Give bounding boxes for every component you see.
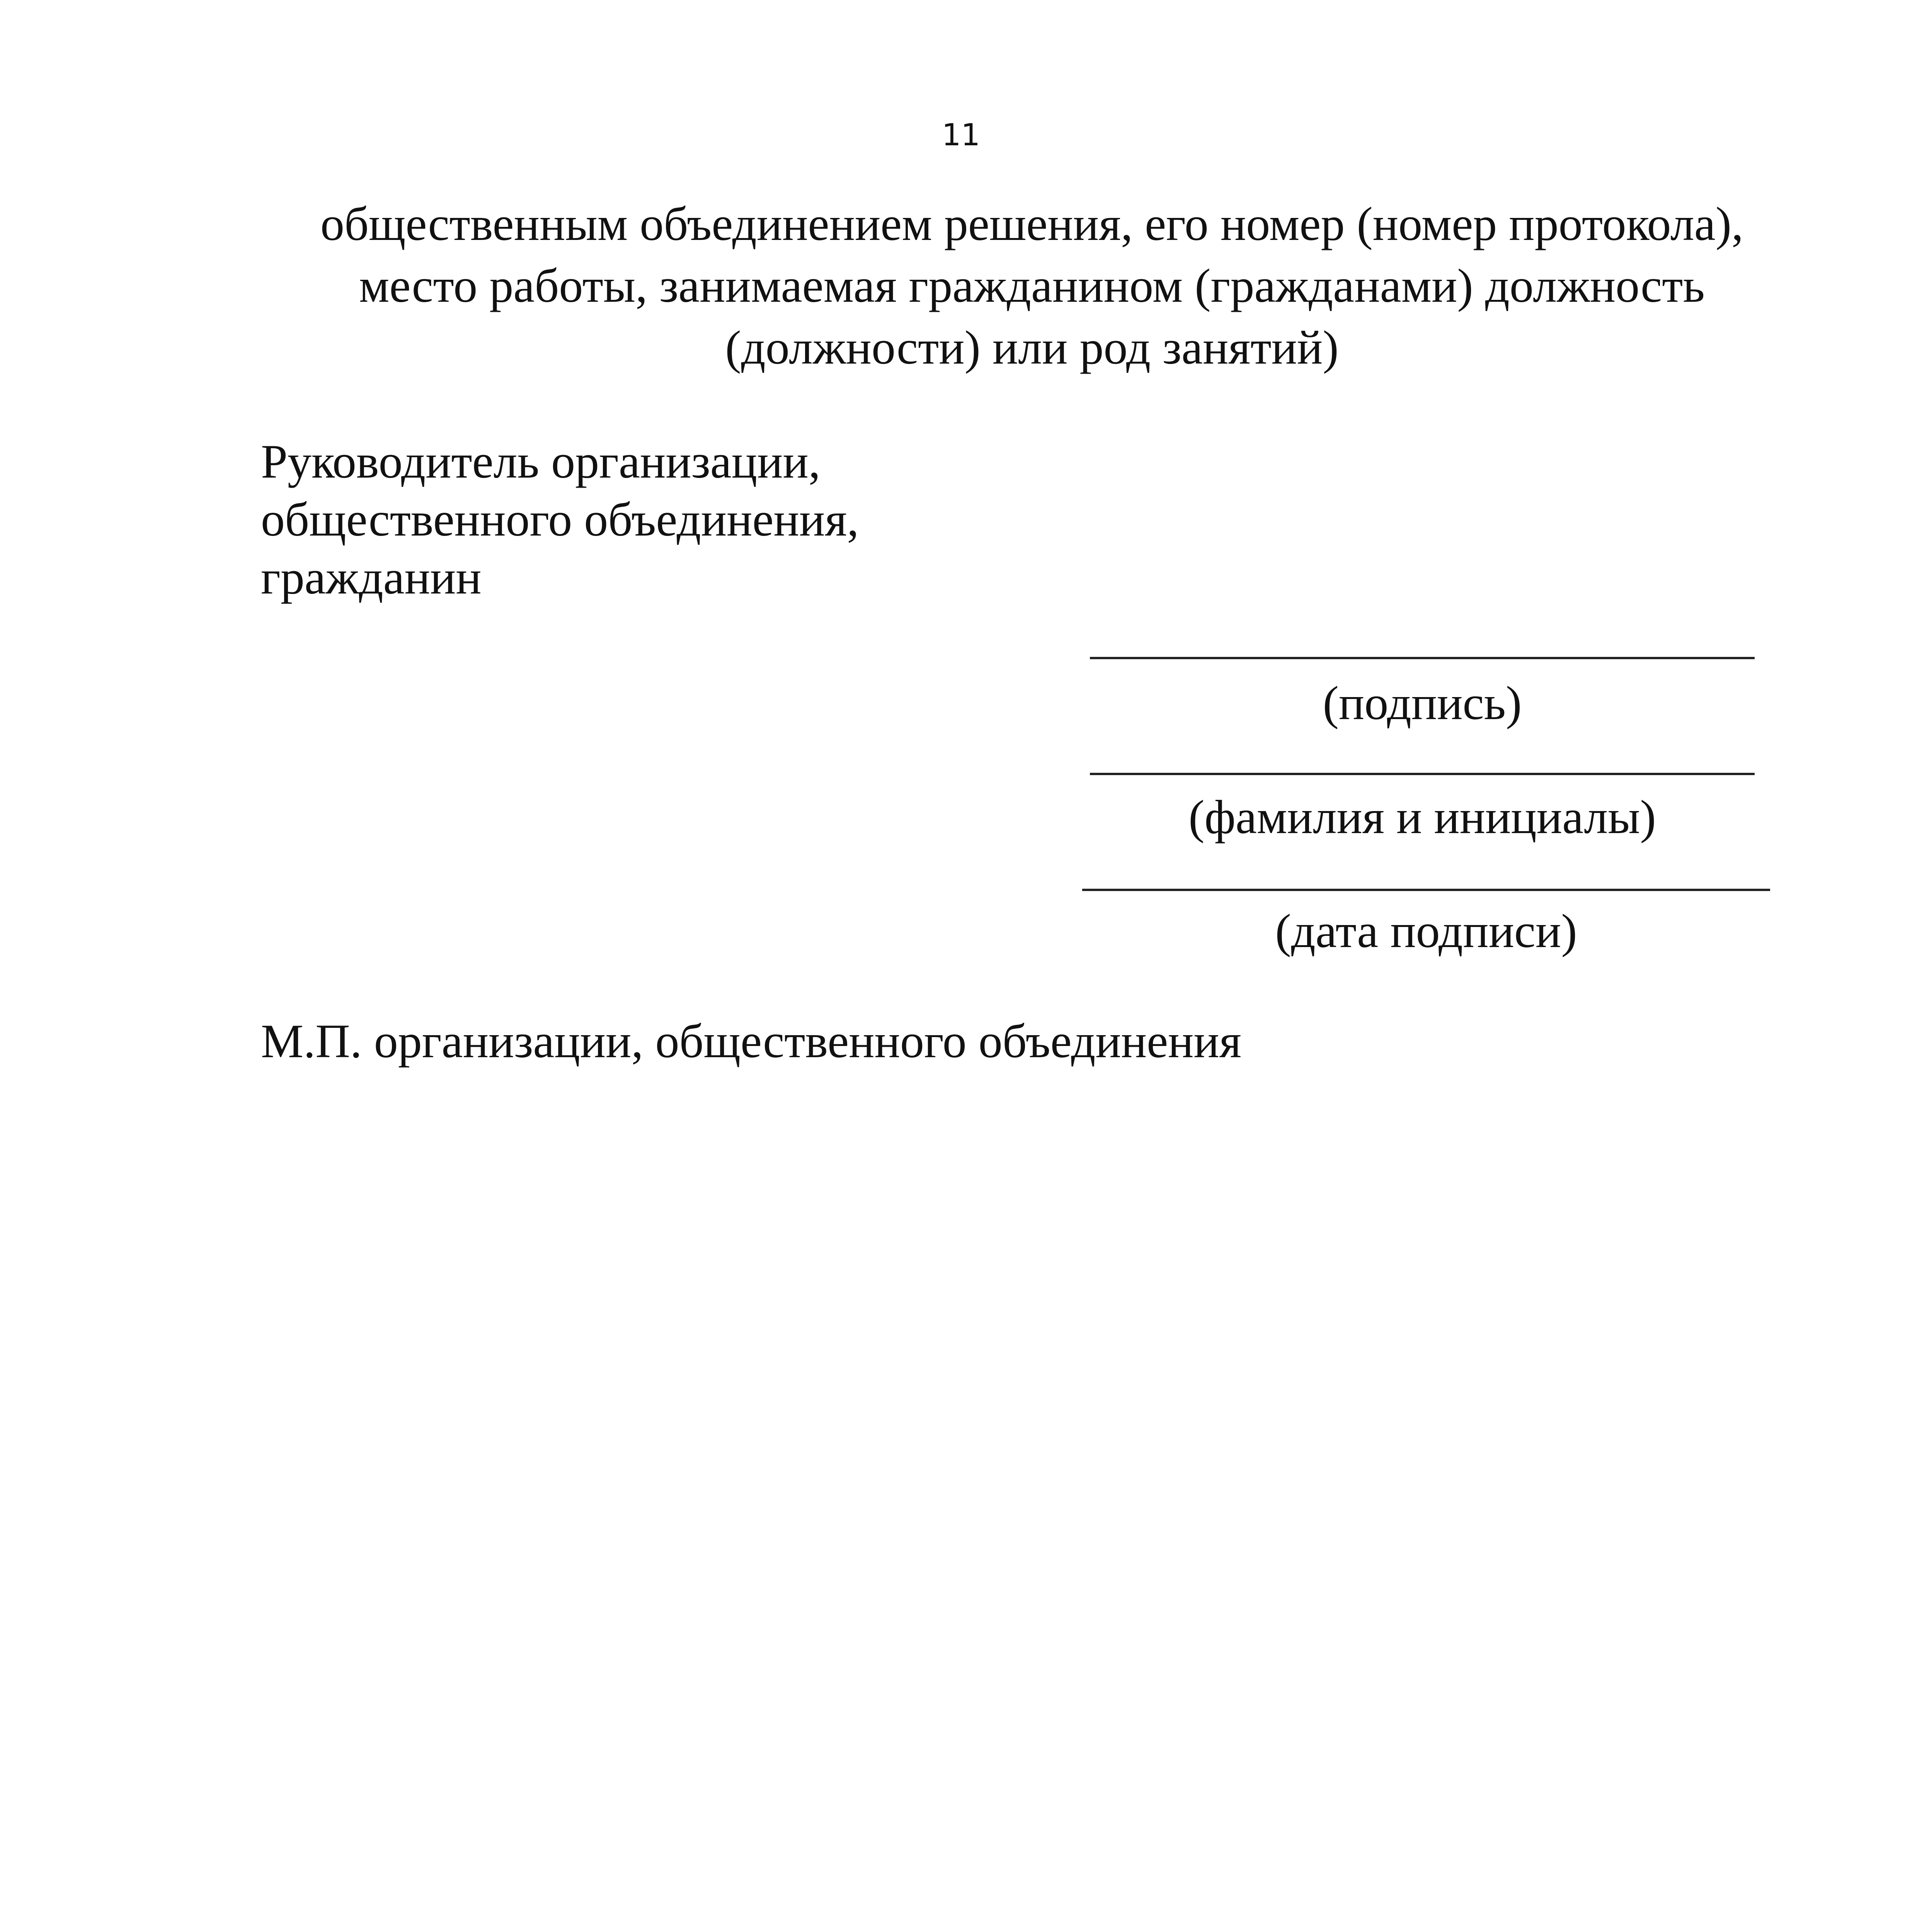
name-caption: (фамилия и инициалы) [1188, 791, 1656, 844]
signer-line: гражданин [261, 551, 482, 604]
date-caption: (дата подписи) [1275, 905, 1577, 957]
continuation-paragraph [271, 193, 1793, 379]
date-line [1082, 889, 1770, 891]
signature-line [1090, 657, 1755, 659]
signer-line: Руководитель организации, [261, 435, 821, 488]
name-line [1090, 773, 1755, 775]
page-number: 11 [941, 118, 981, 153]
signature-caption: (подпись) [1323, 677, 1522, 730]
signer-title [261, 433, 859, 607]
stamp-note: М.П. организации, общественного объединения [261, 1015, 1241, 1068]
continuation-line: место работы, занимаемая гражданином (гражданами) должность [359, 259, 1705, 312]
signer-line: общественного объединения, [261, 493, 859, 546]
continuation-line: общественным объединением решения, его номер (номер протокола), [320, 197, 1744, 250]
continuation-line: (должности) или род занятий) [725, 321, 1339, 374]
